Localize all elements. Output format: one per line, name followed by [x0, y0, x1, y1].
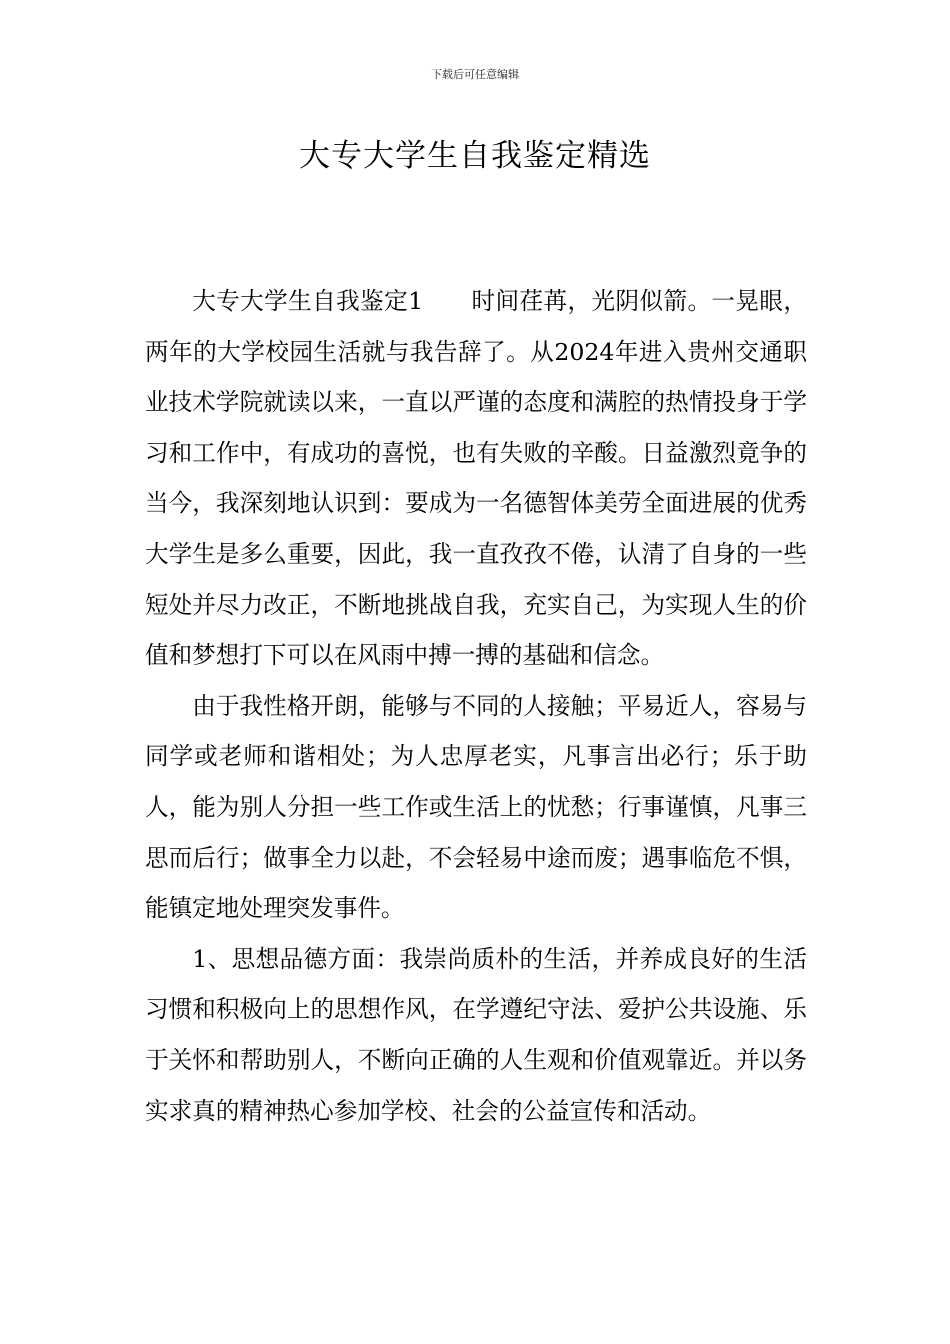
- section-heading: 大专大学生自我鉴定1: [192, 287, 424, 315]
- document-title: 大专大学生自我鉴定精选: [299, 138, 651, 174]
- document-body: [145, 276, 807, 1136]
- header-note: 下载后可任意编辑: [431, 68, 519, 81]
- paragraph-text: 时间荏苒，光阴似箭。一晃眼，两年的大学校园生活就与我告辞了。从2024年进入贵州交通职业技术学院就读以来，一直以严谨的态度和满腔的热情投身于学习和工作中，有成功的喜悦，也有失败的辛酸。日益激烈竟争的当今，我深刻地认识到：要成为一名德智体美劳全面进展的优秀大学生是多么重要，因此，我一直孜孜不倦，认清了自身的一些短处并尽力改正，不断地挑战自我，充实自己，为实现人生的价值和梦想打下可以在风雨中搏一搏的基础和信念。: [145, 287, 808, 670]
- paragraph: 1、思想品德方面：我崇尚质朴的生活，并养成良好的生活习惯和积极向上的思想作风，在学遵纪守法、爱护公共设施、乐于关怀和帮助别人，不断向正确的人生观和价值观靠近。并以务实求真的精神热心参加学校、社会的公益宣传和活动。: [145, 944, 807, 1125]
- paragraph: [145, 276, 807, 681]
- paragraph: 由于我性格开朗，能够与不同的人接触；平易近人，容易与同学或老师和谐相处；为人忠厚老实，凡事言出必行；乐于助人，能为别人分担一些工作或生活上的忧愁；行事谨慎，凡事三思而后行；做事全力以赴，不会轻易中途而废；遇事临危不惧，能镇定地处理突发事件。: [145, 691, 807, 923]
